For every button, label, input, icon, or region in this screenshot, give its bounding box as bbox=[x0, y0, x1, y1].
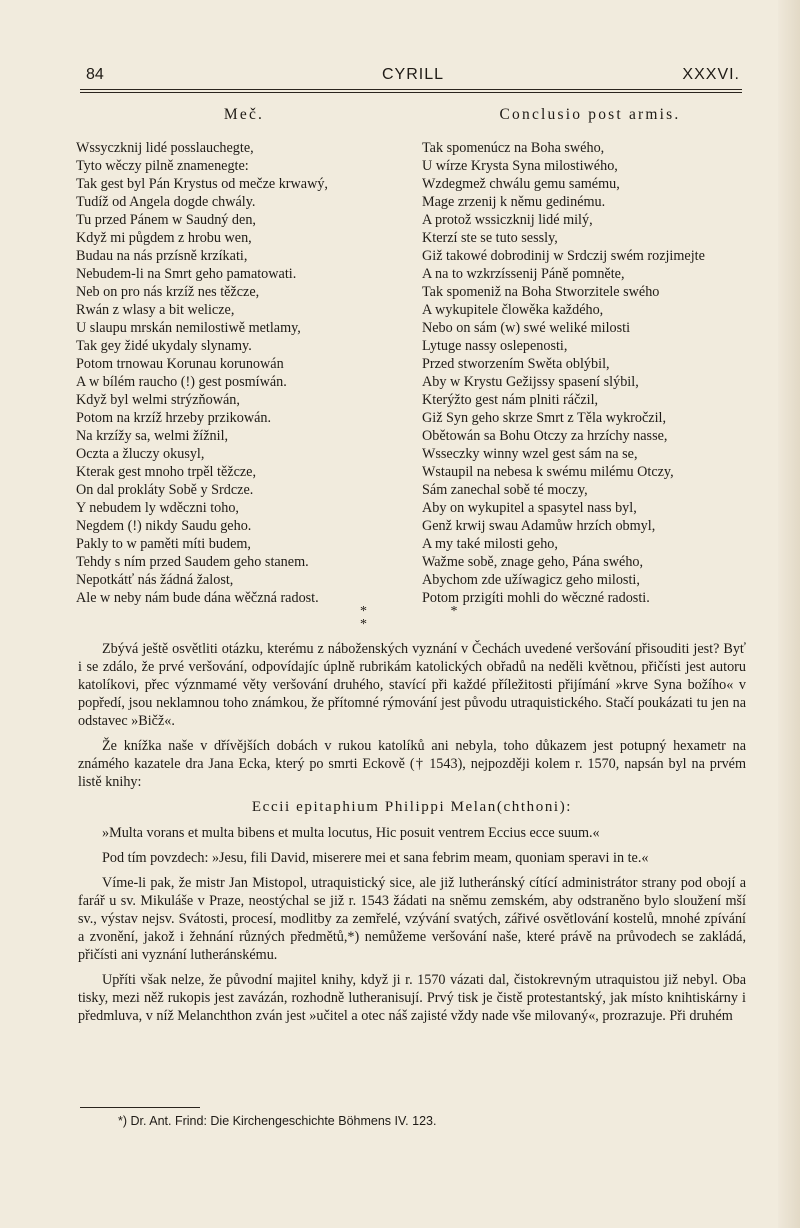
section-separator bbox=[360, 605, 498, 633]
poem-line: A na to wzkrzíssenij Páně pomněte, bbox=[422, 266, 625, 282]
paragraph: »Multa vorans et multa bibens et multa locutus, Hic posuit ventrem Eccius ecce suum.« bbox=[102, 825, 600, 841]
poem-line: Pakly to w paměti míti budem, bbox=[76, 536, 251, 552]
poem-line: Tu przed Pánem w Saudný den, bbox=[76, 212, 256, 228]
separator-stars: * * * bbox=[360, 604, 498, 632]
poem-line: Wssyczknij lidé posslauchegte, bbox=[76, 140, 254, 156]
paragraph: Upříti však nelze, že původní majitel knihy, když ji r. 1570 vázati dal, čistokrevným utraquistou již nebyl. Oba tisky, mezi něž rukopis jest zavázán, rozhodně lutheranisují. Prvý tisk je čistě protestantský, jak místo knihtiskárny i předmluva, v níž Melanchthon zván jest »učitel a otec náš zajisté vždy nade vše milovaný«, prozrazuje. Při druhém bbox=[78, 972, 746, 1024]
poem-line: A w bílém raucho (!) gest posmíwán. bbox=[76, 374, 287, 390]
poem-line: Potom trnowau Korunau korunowán bbox=[76, 356, 284, 372]
poem-line: On dal prokláty Sobě y Srdcze. bbox=[76, 482, 254, 498]
section-number: XXXVI. bbox=[682, 66, 740, 83]
poem-line: Když mi půgdem z hrobu wen, bbox=[76, 230, 252, 246]
poem-line: Aby w Krystu Gežijssy spasení slýbil, bbox=[422, 374, 639, 390]
poem-line: Abychom zde užíwagicz geho milosti, bbox=[422, 572, 640, 588]
footnote: *) Dr. Ant. Frind: Die Kirchengeschichte Böhmens IV. 123. bbox=[118, 1114, 437, 1128]
poem-line: Oczta a žluczy okusyl, bbox=[76, 446, 205, 462]
poem-line: Tak gest byl Pán Krystus od mečze krwawý, bbox=[76, 176, 328, 192]
poem-line: Giž Syn geho skrze Smrt z Těla wykročzil, bbox=[422, 410, 667, 426]
poem-line: Nebo on sám (w) swé weliké milosti bbox=[422, 320, 631, 336]
poem-line: Negdem (!) nikdy Saudu geho. bbox=[76, 518, 252, 534]
poem-line: Na krzížy sa, welmi žížnil, bbox=[76, 428, 229, 444]
right-poem-title: Conclusio post armis. bbox=[499, 106, 681, 123]
poem-line: Tyto wěczy pilně znamenegte: bbox=[76, 158, 249, 174]
poem-line: Rwán z wlasy a bit welicze, bbox=[76, 302, 235, 318]
poem-line: Wzdegmež chwálu gemu samému, bbox=[422, 176, 620, 192]
poem-line: Y nebudem ly wděczni toho, bbox=[76, 500, 239, 516]
poem-line: Když byl welmi strýzňowán, bbox=[76, 392, 240, 408]
poem-line: Obětowán sa Bohu Otczy za hrzíchy nasse, bbox=[422, 428, 668, 444]
poem-line: U wírze Krysta Syna milostiwého, bbox=[422, 158, 618, 174]
footnote-rule bbox=[80, 1107, 200, 1108]
right-poem bbox=[422, 105, 758, 607]
poem-line: Genž krwij swau Adamůw hrzích obmyl, bbox=[422, 518, 656, 534]
poem-line: Mage zrzenij k němu gedinému. bbox=[422, 194, 606, 210]
poem-line: Kterak gest mnoho trpěl těžcze, bbox=[76, 464, 257, 480]
header-rule-double bbox=[80, 92, 742, 93]
poem-line: Tudíž od Angela dogde chwály. bbox=[76, 194, 256, 210]
epitaph-heading: Eccii epitaphium Philippi Melan(chthoni): bbox=[251, 799, 573, 815]
running-title: CYRILL bbox=[381, 66, 445, 83]
paragraph: Víme-li pak, že mistr Jan Mistopol, utraquistický sice, ale již lutheránský cítící administrátor strany pod obojí a farář u sv. Mikuláše v Praze, neostýchal se již r. 1543 žádati na sněmu zemském, aby odstraněno bylo sloužení mší sv., výstav nejsv. Svátosti, procesí, modlitby za zemřelé, vzývání svatých, zářivé osvětlování kostelů, mnohé zpívání a zvonění, jakož i žehnání různých předmětů,*) nemůžeme veršování naše, které právě na průvodech se zakládá, přičísti ani vyznání lutheránskému. bbox=[78, 875, 746, 963]
poem-line: A protož wssiczknij lidé milý, bbox=[422, 212, 593, 228]
poem-line: Ale w neby nám bude dána wěčzná radost. bbox=[76, 590, 319, 606]
poem-line: Wsseczky winny wzel gest sám na se, bbox=[422, 446, 638, 462]
poem-line: Lytuge nassy oslepenosti, bbox=[422, 338, 568, 354]
header-rule bbox=[80, 89, 742, 90]
poem-line: Giž takowé dobrodinij w Srdczij swém rozjimejte bbox=[422, 248, 705, 264]
poem-line: Tak gey židé ukydaly slynamy. bbox=[76, 338, 252, 354]
poem-line: Wstaupil na nebesa k swému milému Otczy, bbox=[422, 464, 674, 480]
poem-line: Tehdy s ním przed Saudem geho stanem. bbox=[76, 554, 309, 570]
body-text bbox=[78, 640, 746, 1032]
poem-line: Nebudem-li na Smrt geho pamatowati. bbox=[76, 266, 297, 282]
paragraph: Pod tím povzdech: »Jesu, fili David, miserere mei et sana febrim meam, quoniam speravi in te.« bbox=[102, 850, 649, 866]
poem-line: Tak spomenúcz na Boha swého, bbox=[422, 140, 605, 156]
left-poem-title: Meč. bbox=[223, 106, 265, 123]
page-number: 84 bbox=[86, 66, 104, 83]
page-edge-shadow bbox=[778, 0, 800, 1228]
poem-line: U slaupu mrskán nemilostiwě metlamy, bbox=[76, 320, 301, 336]
poem-line: Aby on wykupitel a spasytel nass byl, bbox=[422, 500, 637, 516]
poem-line: Tak spomeniž na Boha Stworzitele swého bbox=[422, 284, 660, 300]
poem-line: Kterýžto gest nám plniti ráčzil, bbox=[422, 392, 599, 408]
poem-line: Potom przigíti mohli do wěczné radosti. bbox=[422, 590, 650, 606]
poem-columns bbox=[76, 105, 746, 605]
poem-line: Budau na nás przísně krzíkati, bbox=[76, 248, 248, 264]
poem-line: A wykupitele člowěka každého, bbox=[422, 302, 604, 318]
poem-line: Sám zanechal sobě té moczy, bbox=[422, 482, 588, 498]
poem-line: Kterzí ste se tuto sessly, bbox=[422, 230, 558, 246]
poem-line: Przed stworzením Swěta oblýbil, bbox=[422, 356, 610, 372]
poem-line: Nepotkátť nás žádná žalost, bbox=[76, 572, 234, 588]
poem-line: Potom na krzíž hrzeby przikowán. bbox=[76, 410, 272, 426]
paragraph: Zbývá ještě osvětliti otázku, kterému z náboženských vyznání v Čechách uvedené veršování přisouditi jest? Byť i se zdálo, že prvé veršování, odpovídajíc úplně rubrikám katolických obřadů na neděli květnou, přičísti jest autoru katolíkovi, přec význmamé věty veršování druhého, stavící při každé příležitosti přijímání »krve Syna božího« v popředí, jsou neklamnou toho známkou, že přítomné rýmování jest původu utraquistického. Stačí poukázati tu jen na odstavec »Bičž«. bbox=[78, 641, 746, 729]
poem-line: A my také milosti geho, bbox=[422, 536, 558, 552]
running-header bbox=[86, 64, 740, 88]
paragraph: Že knížka naše v dřívějších dobách v rukou katolíků ani nebyla, toho důkazem jest potupný hexametr na známého kazatele dra Jana Ecka, který po smrti Eckově († 1543), nejpozději kolem r. 1570, napsán byl na prvém listě knihy: bbox=[78, 738, 746, 790]
poem-line: Neb on pro nás krzíž nes těžcze, bbox=[76, 284, 260, 300]
left-poem bbox=[76, 105, 412, 607]
poem-line: Wažme sobě, znage geho, Pána swého, bbox=[422, 554, 644, 570]
